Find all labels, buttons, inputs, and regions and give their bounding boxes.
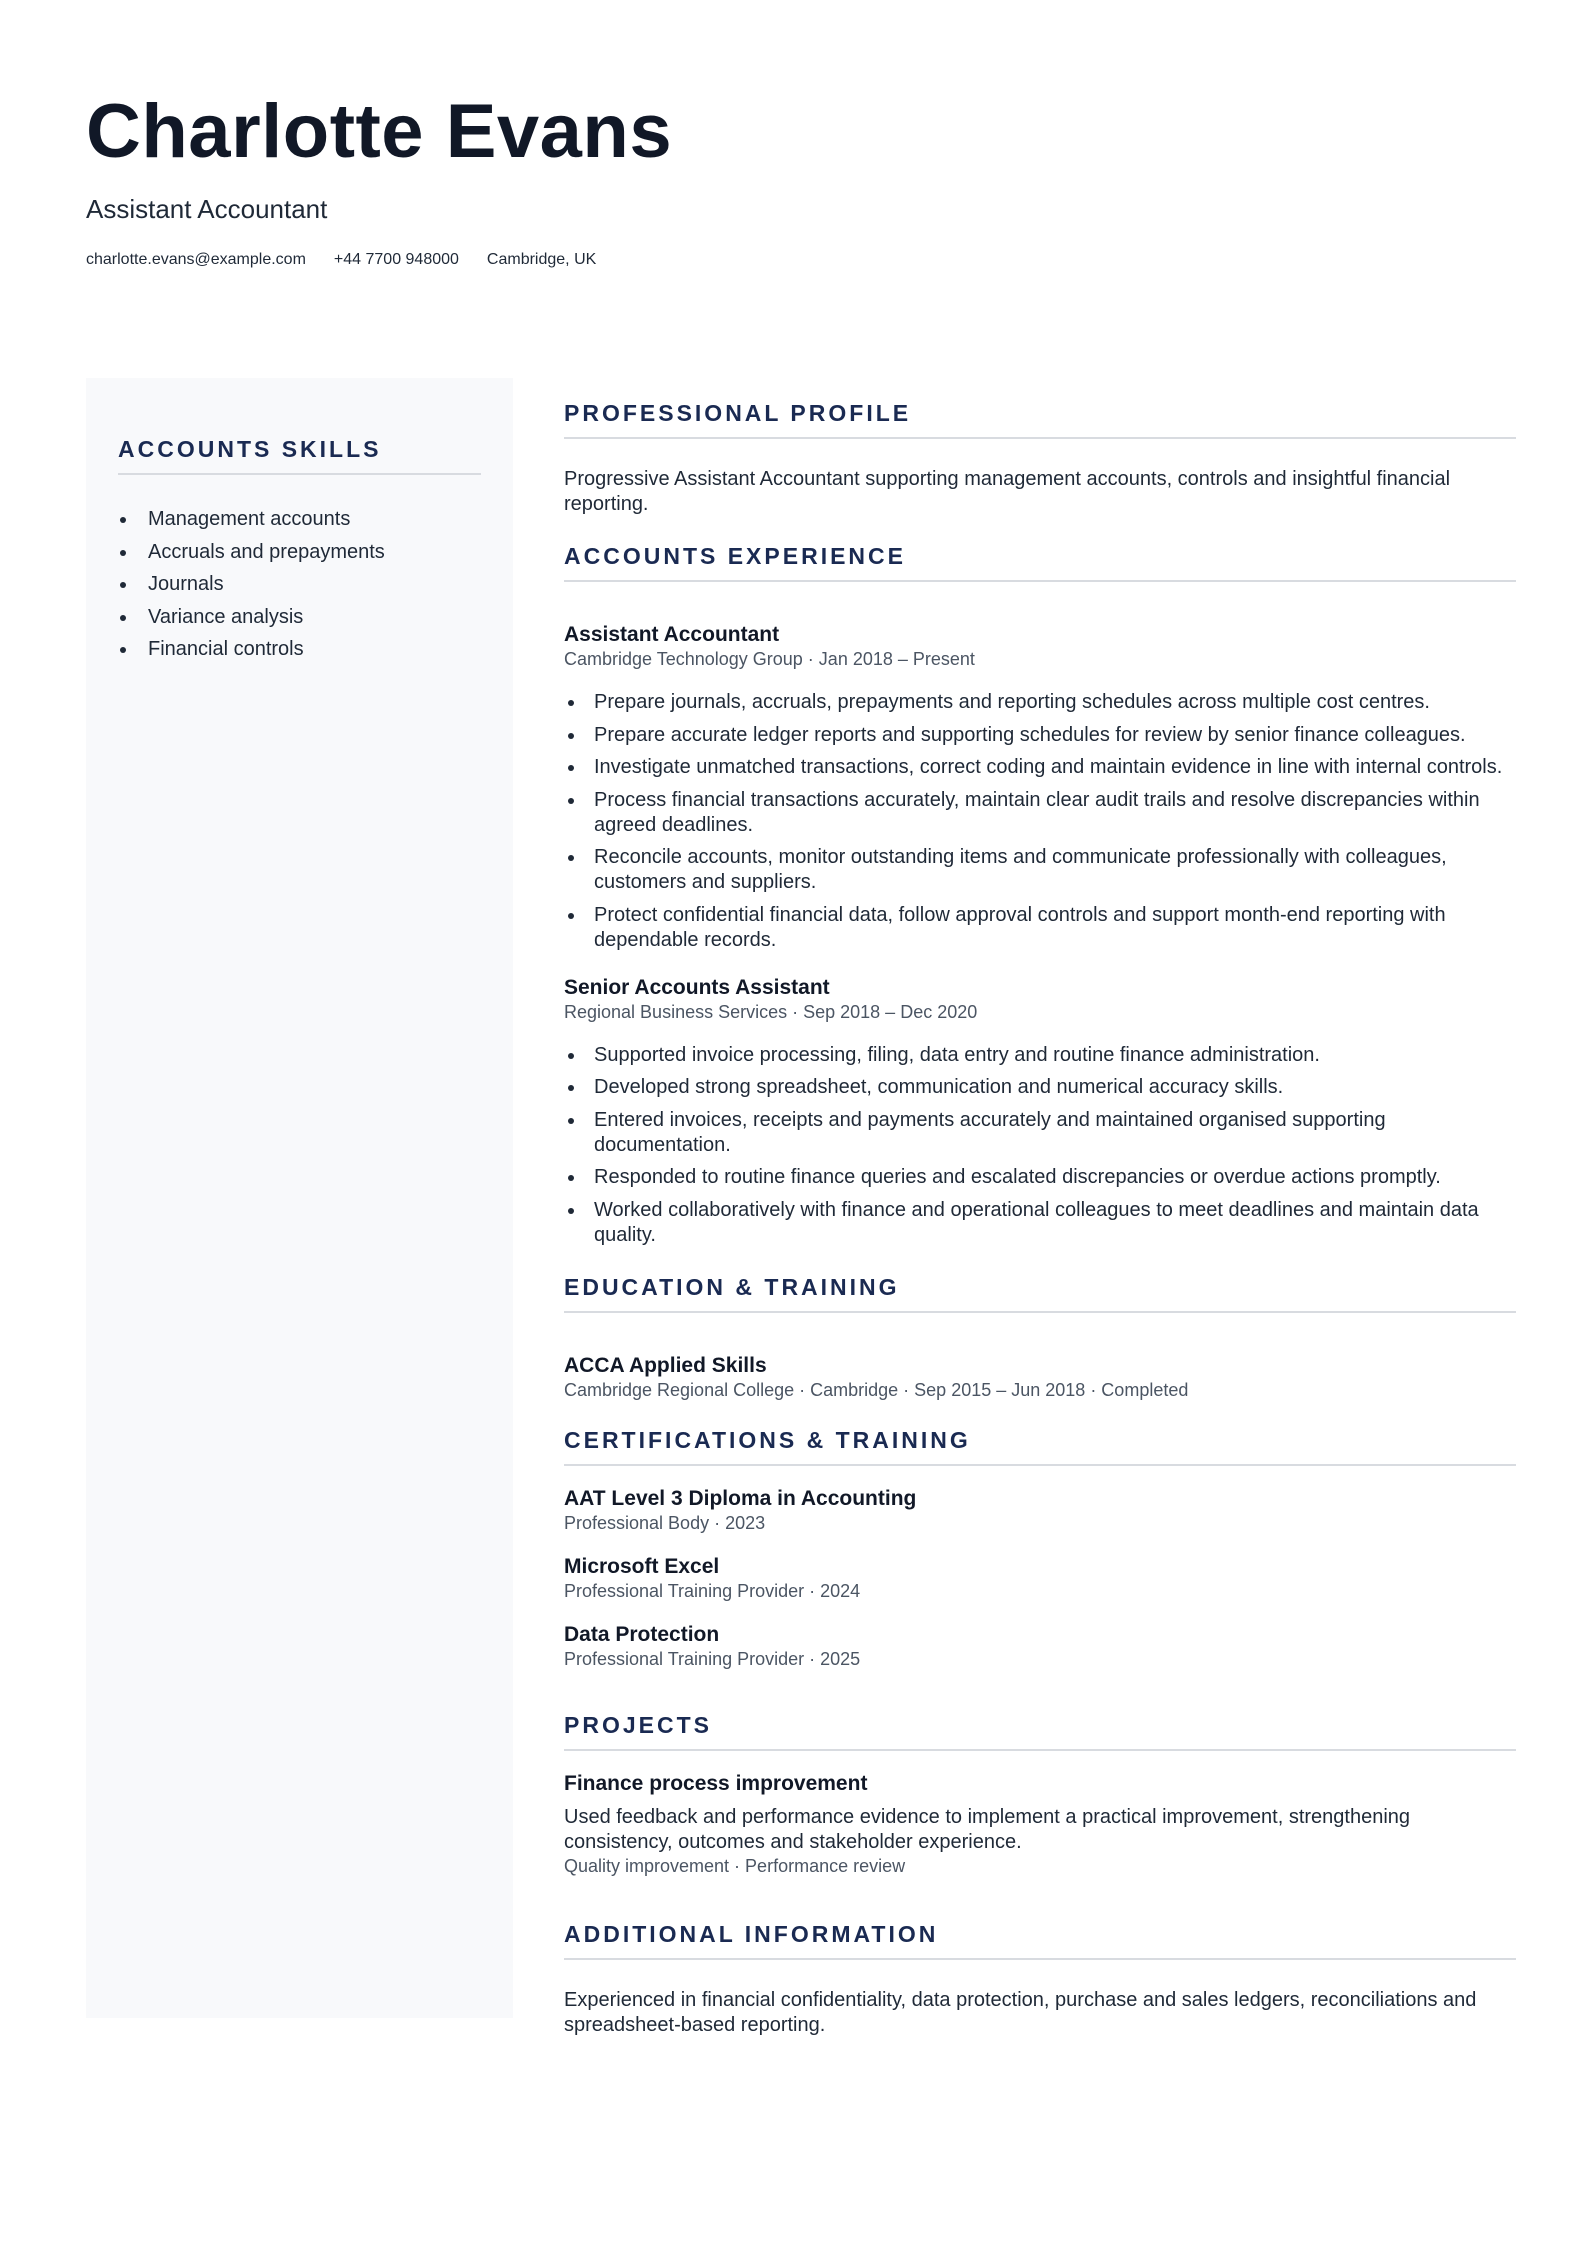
skill-item: Journals — [118, 568, 481, 601]
skill-item: Accruals and prepayments — [118, 536, 481, 569]
certifications-heading: CERTIFICATIONS & TRAINING — [564, 1427, 1516, 1466]
contact-phone[interactable]: +44 7700 948000 — [333, 250, 459, 268]
job-subtitle: Cambridge Technology Group · Jan 2018 – Present — [564, 649, 975, 669]
job-bullet: Entered invoices, receipts and payments accurately and maintained organised supporting documentation. — [564, 1108, 1516, 1158]
contact-email[interactable]: charlotte.evans@example.com — [86, 250, 306, 268]
job-entry — [564, 622, 1516, 953]
candidate-title: Assistant Accountant — [86, 193, 328, 224]
resume-header — [86, 90, 1506, 269]
contact-line — [86, 251, 1506, 269]
job-bullets — [564, 690, 1516, 953]
job-bullet: Worked collaboratively with finance and operational colleagues to meet deadlines and maintain data quality. — [564, 1198, 1516, 1248]
job-title: Assistant Accountant — [564, 623, 780, 646]
job-bullets — [564, 1043, 1516, 1248]
job-bullet: Supported invoice processing, filing, data entry and routine finance administration. — [564, 1043, 1516, 1068]
job-subtitle: Regional Business Services · Sep 2018 – Dec 2020 — [564, 1001, 978, 1022]
certification-title: AAT Level 3 Diploma in Accounting — [564, 1486, 917, 1510]
profile-text: Progressive Assistant Accountant supporting management accounts, controls and insightful financial reporting. — [564, 468, 1451, 515]
project-description: Used feedback and performance evidence to implement a practical improvement, strengthening consistency, outcomes and stakeholder experience. — [564, 1805, 1411, 1853]
additional-section — [564, 1921, 1516, 2038]
certification-subtitle: Professional Training Provider · 2025 — [564, 1648, 861, 1669]
main-content — [564, 400, 1516, 2064]
certification-subtitle: Professional Body · 2023 — [564, 1512, 766, 1533]
education-subtitle: Cambridge Regional College · Cambridge · Sep 2015 – Jun 2018 · Completed — [564, 1379, 1189, 1400]
certification-entry — [564, 1622, 1516, 1670]
projects-heading: PROJECTS — [564, 1712, 1516, 1751]
experience-section — [564, 543, 1516, 1248]
skill-item: Financial controls — [118, 633, 481, 666]
additional-heading: ADDITIONAL INFORMATION — [564, 1921, 1516, 1960]
skills-heading: ACCOUNTS SKILLS — [118, 436, 481, 475]
certifications-section — [564, 1427, 1516, 1670]
job-bullet: Prepare accurate ledger reports and supporting schedules for review by senior finance colleagues. — [564, 723, 1516, 748]
certification-subtitle: Professional Training Provider · 2024 — [564, 1580, 861, 1601]
certification-entry — [564, 1486, 1516, 1534]
education-heading: EDUCATION & TRAINING — [564, 1274, 1516, 1313]
education-title: ACCA Applied Skills — [564, 1353, 767, 1377]
job-title: Senior Accounts Assistant — [564, 975, 830, 999]
education-entry — [564, 1353, 1516, 1401]
job-bullet: Investigate unmatched transactions, correct coding and maintain evidence in line with internal controls. — [564, 755, 1516, 780]
skill-item: Variance analysis — [118, 601, 481, 634]
skills-list — [118, 503, 481, 666]
certification-title: Data Protection — [564, 1622, 720, 1646]
job-entry — [564, 975, 1516, 1248]
project-entry — [564, 1771, 1516, 1877]
project-title: Finance process improvement — [564, 1771, 868, 1795]
certification-title: Microsoft Excel — [564, 1554, 720, 1578]
job-bullet: Reconcile accounts, monitor outstanding items and communicate professionally with colleagues, customers and suppliers. — [564, 845, 1516, 895]
job-bullet: Process financial transactions accurately, maintain clear audit trails and resolve discrepancies within agreed deadlines. — [564, 788, 1516, 838]
skills-sidebar — [86, 378, 513, 2018]
job-bullet: Prepare journals, accruals, prepayments and reporting schedules across multiple cost centres. — [564, 690, 1516, 715]
experience-heading: ACCOUNTS EXPERIENCE — [564, 543, 1516, 582]
education-section — [564, 1274, 1516, 1401]
skill-item: Management accounts — [118, 503, 481, 536]
candidate-name: Charlotte Evans — [86, 89, 673, 174]
contact-location: Cambridge, UK — [486, 250, 597, 268]
profile-heading: PROFESSIONAL PROFILE — [564, 400, 1516, 439]
job-bullet: Developed strong spreadsheet, communication and numerical accuracy skills. — [564, 1075, 1516, 1100]
projects-section — [564, 1712, 1516, 1877]
project-tags: Quality improvement · Performance review — [564, 1855, 906, 1876]
additional-text: Experienced in financial confidentiality, data protection, purchase and sales ledgers, reconciliations and spreadsheet-based reporting. — [564, 1988, 1477, 2036]
job-bullet: Protect confidential financial data, follow approval controls and support month-end reporting with dependable records. — [564, 903, 1516, 953]
profile-section — [564, 400, 1516, 517]
job-bullet: Responded to routine finance queries and escalated discrepancies or overdue actions promptly. — [564, 1165, 1516, 1190]
certification-entry — [564, 1554, 1516, 1602]
